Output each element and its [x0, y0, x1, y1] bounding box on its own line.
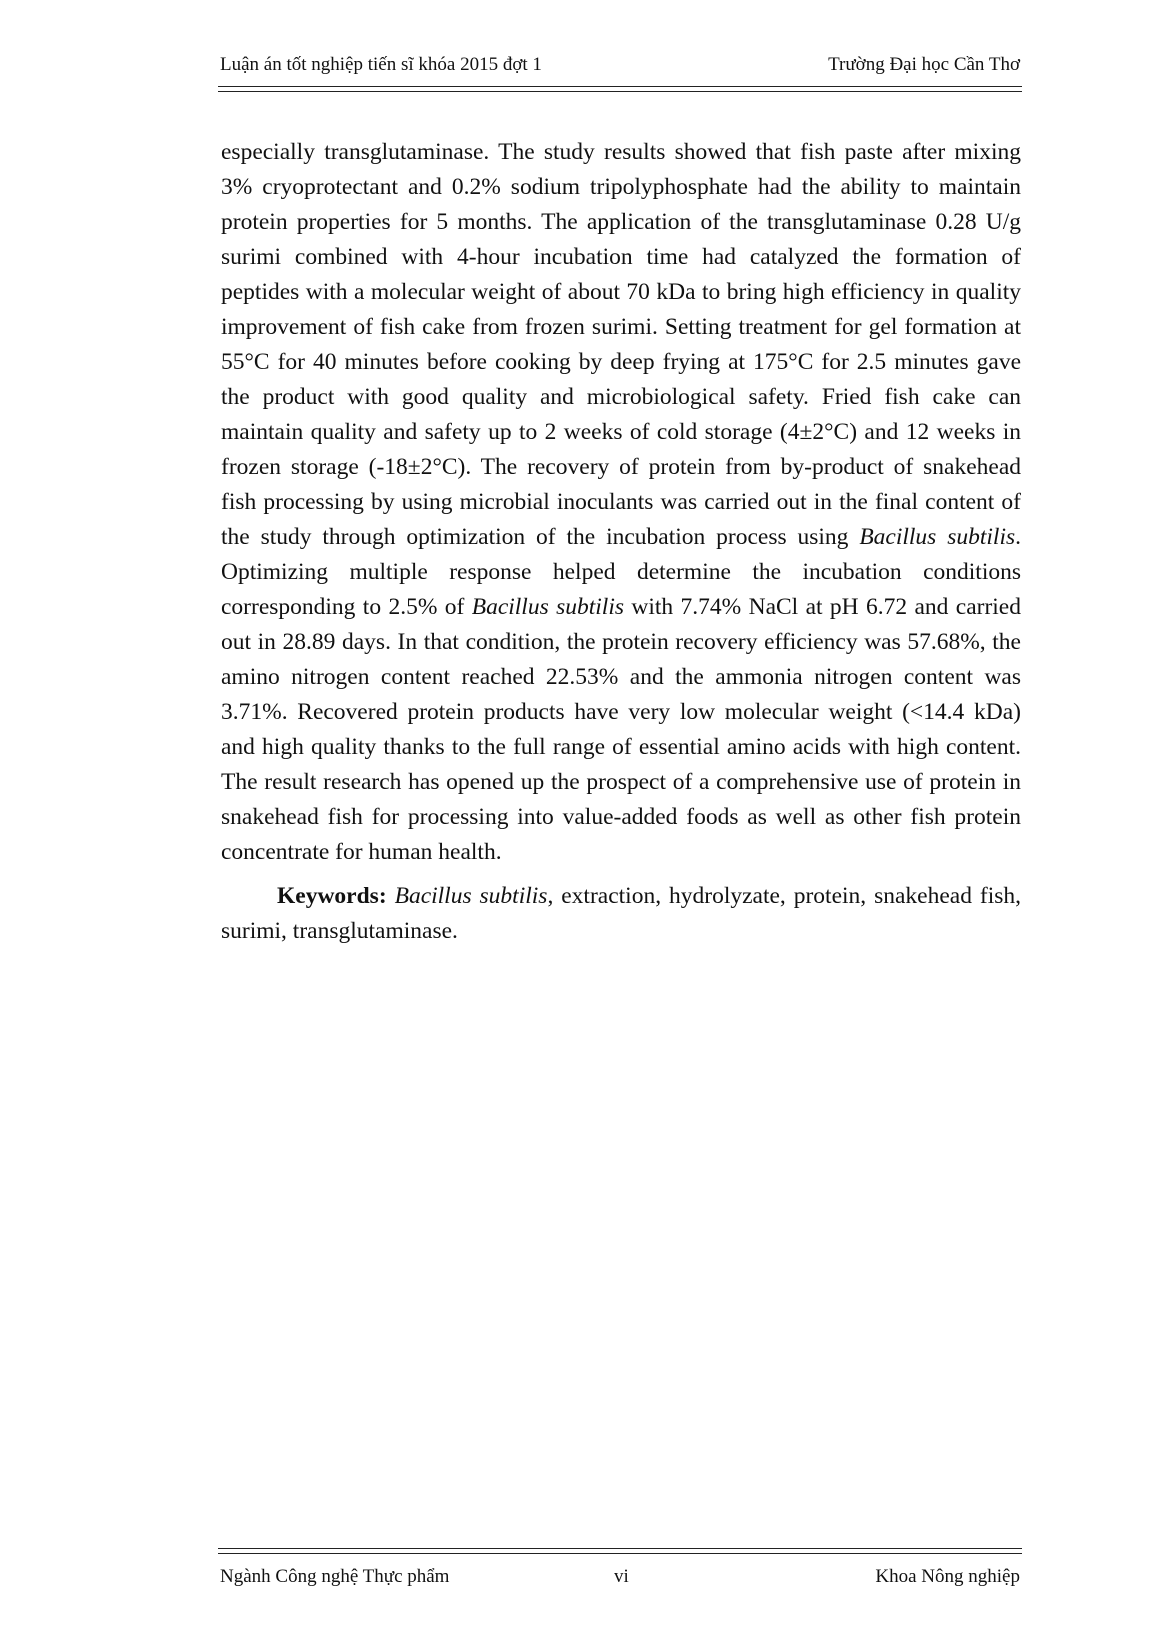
- footer-rule-thick: [218, 1553, 1022, 1554]
- page-footer: [218, 1566, 1022, 1596]
- footer-rule-thin: [218, 1548, 1022, 1549]
- species-name-2: Bacillus subtilis: [471, 594, 625, 620]
- keywords-paragraph: [221, 879, 1021, 949]
- abstract-text-2: . Optimizing multiple response helped determine the incubation conditions corresponding to 2.5% of: [221, 524, 1021, 620]
- species-name-1: Bacillus subtilis: [859, 524, 1016, 550]
- header-rule-thick: [218, 86, 1022, 87]
- header-thesis-title: Luận án tốt nghiệp tiến sĩ khóa 2015 đợt 1: [220, 54, 542, 75]
- footer-major: Ngành Công nghệ Thực phẩm: [220, 1566, 450, 1587]
- footer-faculty: Khoa Nông nghiệp: [875, 1566, 1020, 1587]
- page-header: [218, 54, 1020, 84]
- abstract-text-1: especially transglutaminase. The study results showed that fish paste after mixing 3% cryoprotectant and 0.2% sodium tripolyphosphate had the ability to maintain protein properties for 5 months. The application of the transglutaminase 0.28 U/g surimi combined with 4-hour incubation time had catalyzed the formation of peptides with a molecular weight of about 70 kDa to bring high efficiency in quality improvement of fish cake from frozen surimi. Setting treatment for gel formation at 55°C for 40 minutes before cooking by deep frying at 175°C for 2.5 minutes gave the product with good quality and microbiological safety. Fried fish cake can maintain quality and safety up to 2 weeks of cold storage (4±2°C) and 12 weeks in frozen storage (-18±2°C). The recovery of protein from by-product of snakehead fish processing by using microbial inoculants was carried out in the final content of the study through optimization of the incubation process using: [221, 139, 1021, 550]
- abstract-content: [221, 135, 1021, 949]
- header-rule-thin: [218, 91, 1022, 92]
- keywords-list: , extraction, hydrolyzate, protein, snakehead fish, surimi, transglutaminase.: [221, 883, 1022, 944]
- keywords-species: Bacillus subtilis: [394, 883, 548, 909]
- keywords-label: Keywords:: [277, 883, 387, 909]
- header-university: Trường Đại học Cần Thơ: [828, 54, 1020, 75]
- page-number: vi: [614, 1566, 629, 1587]
- abstract-text-3: with 7.74% NaCl at pH 6.72 and carried out in 28.89 days. In that condition, the protein recovery efficiency was 57.68%, the amino nitrogen content reached 22.53% and the ammonia nitrogen content was 3.71%. Recovered protein products have very low molecular weight (<14.4 kDa) and high quality thanks to the full range of essential amino acids with high content. The result research has opened up the prospect of a comprehensive use of protein in snakehead fish for processing into value-added foods as well as other fish protein concentrate for human health.: [221, 594, 1021, 865]
- abstract-paragraph: [221, 135, 1021, 870]
